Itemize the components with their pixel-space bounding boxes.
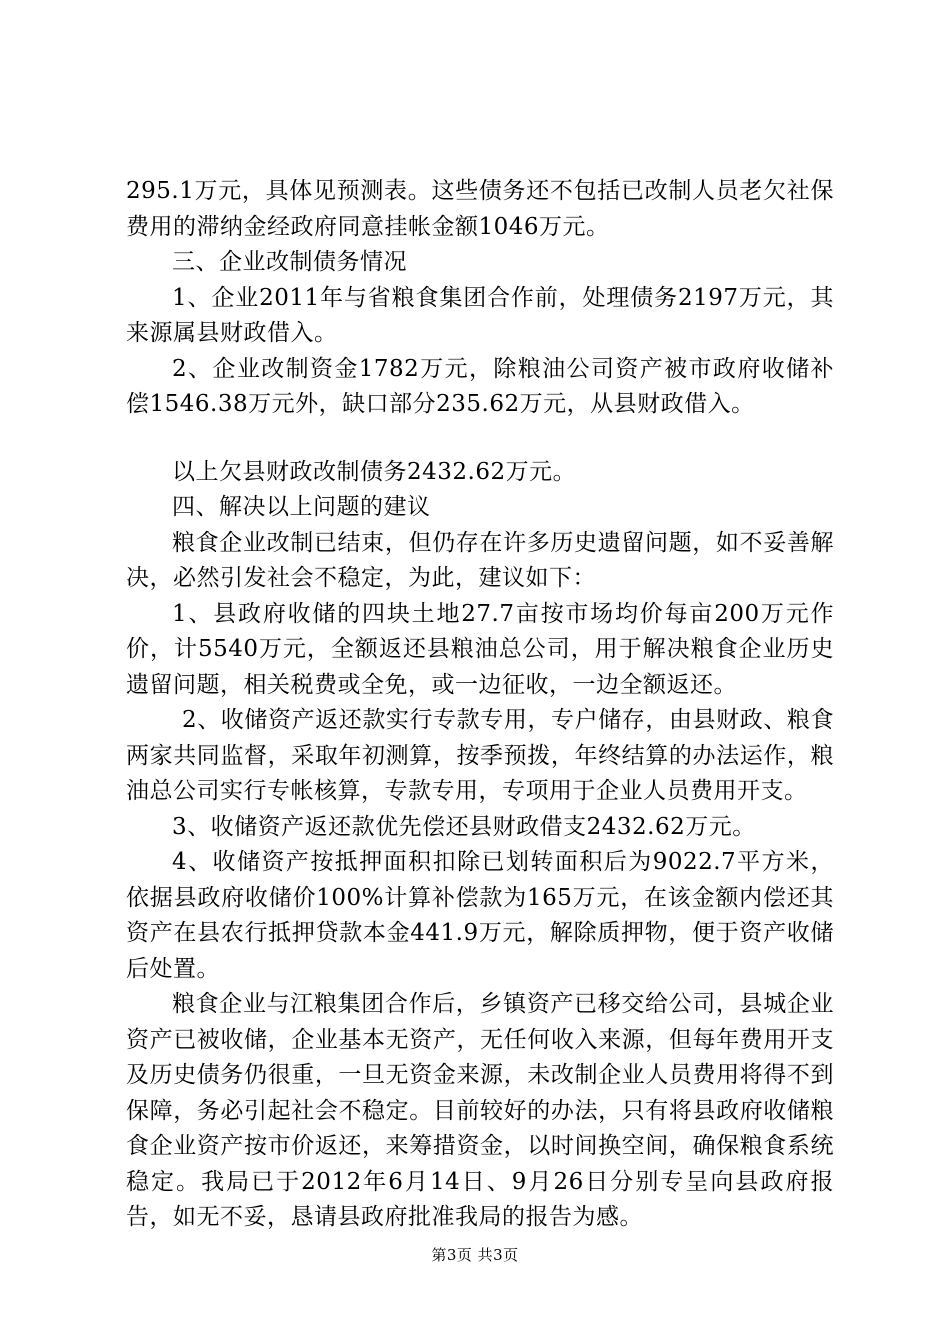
paragraph-conclusion: 粮食企业与江粮集团合作后，乡镇资产已移交给公司，县城企业资产已被收储，企业基本无资产，无任何收入来源，但每年费用开支及历史债务仍很重，一旦无资金来源，未改制企业人员费用将得不到保障，务必引起社会不稳定。目前较好的办法，只有将县政府收储粮食企业资产按市价返还，来筹措资金，以时间换空间，确保粮食系统稳定。我局已于2012年6月14日、9月26日分别专呈向县政府报告，如无不妥，恳请县政府批准我局的报告为感。	[126, 991, 834, 1230]
document-body	[126, 174, 834, 1236]
heading-restructuring-debt: 三、企业改制债务情况	[172, 249, 407, 275]
paragraph-debt-total: 以上欠县财政改制债务2432.62万元。	[172, 458, 577, 485]
paragraph-suggestion-4: 4、收储资产按抵押面积扣除已划转面积后为9022.7平方米，依据县政府收储价100%计算补偿款为165万元，在该金额内偿还其资产在县农行抵押贷款本金441.9万元，解除质押物，便于资产收储后处置。	[126, 849, 834, 982]
page-footer: 第3页 共3页	[431, 1246, 519, 1264]
paragraph-suggestions-intro: 粮食企业改制已结束，但仍存在许多历史遗留问题，如不妥善解决，必然引发社会不稳定，为此，建议如下：	[126, 529, 834, 591]
paragraph-debt-note: 295.1万元，具体见预测表。这些债务还不包括已改制人员老欠社保费用的滞纳金经政府同意挂帐金额1046万元。	[126, 178, 834, 240]
heading-suggestions: 四、解决以上问题的建议	[172, 494, 431, 520]
paragraph-debt-item-2: 2、企业改制资金1782万元，除粮油公司资产被市政府收储补偿1546.38万元外，缺口部分235.62万元，从县财政借入。	[126, 355, 834, 417]
paragraph-suggestion-3: 3、收储资产返还款优先偿还县财政借支2432.62万元。	[172, 813, 756, 840]
paragraph-suggestion-1: 1、县政府收储的四块土地27.7亩按市场均价每亩200万元作价，计5540万元，全额返还县粮油总公司，用于解决粮食企业历史遗留问题，相关税费或全免，或一边征收，一边全额返还。	[126, 600, 834, 698]
paragraph-suggestion-2: 2、收储资产返还款实行专款专用，专户储存，由县财政、粮食两家共同监督，采取年初测算，按季预拨，年终结算的办法运作，粮油总公司实行专帐核算，专款专用，专项用于企业人员费用开支。	[126, 707, 834, 804]
paragraph-debt-item-1: 1、企业2011年与省粮食集团合作前，处理债务2197万元，其来源属县财政借入。	[126, 284, 834, 346]
